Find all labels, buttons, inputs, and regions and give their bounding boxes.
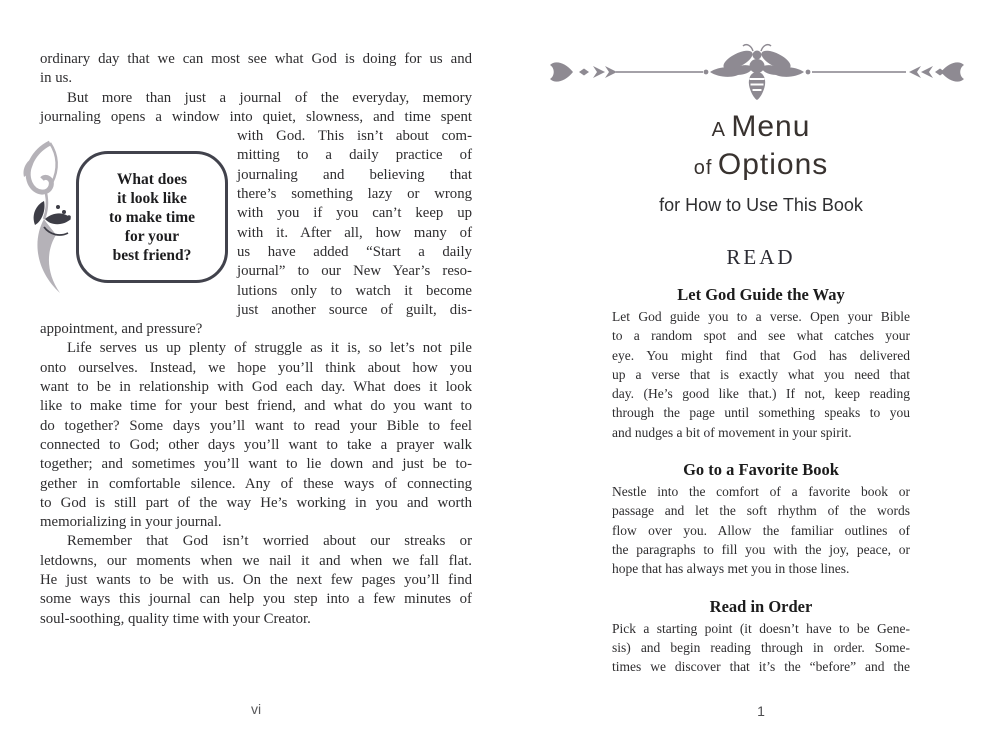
text-line: through the page until something speaks to you	[612, 405, 910, 421]
text-line: passage and let the soft rhythm of the words	[612, 503, 910, 519]
text-line: to make time	[108, 208, 196, 226]
left-page-text-block	[40, 50, 472, 629]
text-line: want to be in relationship with God each day. What does it look	[40, 379, 472, 396]
title-line-2	[612, 148, 910, 186]
text-line: mitting to a daily practice of	[237, 147, 472, 164]
text-line: us have added “Start a daily	[237, 243, 472, 260]
text-line: hope that has always met you in those lines.	[612, 561, 850, 577]
wrapped-text-row	[40, 127, 472, 320]
subsection-heading: Go to a Favorite Book	[683, 460, 839, 480]
text-line: flow over you. Allow the familiar outlines of	[612, 522, 910, 538]
text-line: lutions only to watch it become	[237, 282, 472, 299]
text-line: do together? Some days you’ll want to read your Bible to feel	[40, 417, 472, 434]
subsection-heading: Read in Order	[709, 596, 813, 616]
callout-box	[76, 151, 228, 283]
text-line: memorializing in your journal.	[40, 514, 222, 531]
text-line: with you if you can’t keep up	[237, 205, 472, 222]
text-line: Nestle into the comfort of a favorite book or	[612, 484, 910, 500]
text-line: for your	[124, 227, 180, 245]
subsection-let-god-guide	[612, 285, 910, 442]
title-word-menu: Menu	[731, 110, 811, 143]
text-line: gether in comfortable silence. Any of these ways of connecting	[40, 475, 472, 492]
subsection-body	[612, 619, 910, 677]
text-line: ordinary day that we can most see what God is doing for us and	[40, 51, 472, 67]
text-line: it look like	[117, 189, 187, 207]
bee-divider-icon	[549, 40, 965, 104]
text-line: soul-soothing, quality time with your Creator.	[40, 610, 311, 627]
text-line: there’s something lazy or wrong	[237, 186, 472, 203]
text-line: to a random spot and see what catches your	[612, 328, 910, 344]
text-line: up a verse that is exactly what you need that	[612, 366, 910, 382]
text-line: connected to God; other days you’ll want to take a prayer walk	[40, 436, 472, 453]
text-line: sis) and begin reading through in order. Some-	[612, 639, 910, 655]
subsection-heading: Let God Guide the Way	[677, 285, 845, 304]
text-line: just another source of guilt, dis-	[237, 301, 472, 318]
text-line: with it. After all, how many of	[237, 224, 472, 241]
title-word-a: A	[711, 119, 726, 141]
text-line: best friend?	[112, 246, 192, 264]
text-line: to God is still part of the way He’s working in you and worth	[40, 494, 472, 511]
text-line: But more than just a journal of the everyday, memory	[67, 89, 472, 106]
text-line: in us.	[40, 70, 73, 87]
text-line: with God. This isn’t about com-	[237, 128, 472, 145]
paragraph-bottom	[40, 320, 472, 629]
text-line: day. (He’s good like that.) If not, keep reading	[612, 386, 910, 402]
text-line: some ways this journal can help you step into a few minutes of	[40, 591, 472, 608]
text-line: onto ourselves. Instead, we hope you’ll think about how you	[40, 359, 472, 376]
title-line-1	[612, 110, 910, 148]
text-line: like to make time for your best friend, and what do you want to	[40, 398, 472, 415]
section-heading-read: READ	[726, 245, 796, 269]
text-line: journaling and believing that	[237, 166, 472, 183]
text-line: eye. You might find that God has delivered	[612, 347, 910, 363]
text-line: journal” to our New Year’s reso-	[237, 263, 472, 280]
text-line: What does	[116, 170, 188, 188]
text-line: journaling opens a window into quiet, slowness, and time spent	[40, 108, 472, 125]
paragraph-top	[40, 50, 472, 127]
text-line: He just wants to be with us. On the next few pages you’ll find	[40, 572, 472, 589]
callout-area	[40, 127, 237, 320]
text-line: the paragraphs to fill you with the joy, peace, or	[612, 541, 910, 557]
page-subtitle: for How to Use This Book	[659, 195, 863, 215]
text-line: Remember that God isn’t worried about our streaks or	[67, 533, 472, 550]
right-page-text-block	[612, 110, 910, 676]
page-title	[612, 110, 910, 186]
text-line: Life serves us up plenty of struggle as it is, so let’s not pile	[67, 340, 472, 357]
subsection-favorite-book	[612, 460, 910, 578]
text-line: times we discover that it’s the “before” and the	[612, 659, 910, 675]
text-line: letdowns, our moments when we nail it and when we fall flat.	[40, 552, 472, 569]
text-line: together; and sometimes you’ll want to lie down and just be to-	[40, 456, 472, 473]
left-page-number: vi	[250, 701, 262, 717]
subsection-body	[612, 482, 910, 578]
text-line: appointment, and pressure?	[40, 321, 203, 338]
text-line: Let God guide you to a verse. Open your Bible	[612, 309, 910, 324]
text-line: and nudges a bit of movement in your spirit.	[612, 424, 852, 440]
subsection-read-in-order	[612, 597, 910, 677]
title-word-of: of	[693, 157, 713, 179]
subsection-body	[612, 307, 910, 442]
title-word-options: Options	[717, 148, 829, 181]
text-line: Pick a starting point (it doesn’t have to be Gene-	[612, 620, 910, 636]
wrapped-paragraph	[237, 127, 472, 320]
right-page-number: 1	[757, 703, 765, 719]
floral-flourish-icon	[14, 139, 80, 297]
